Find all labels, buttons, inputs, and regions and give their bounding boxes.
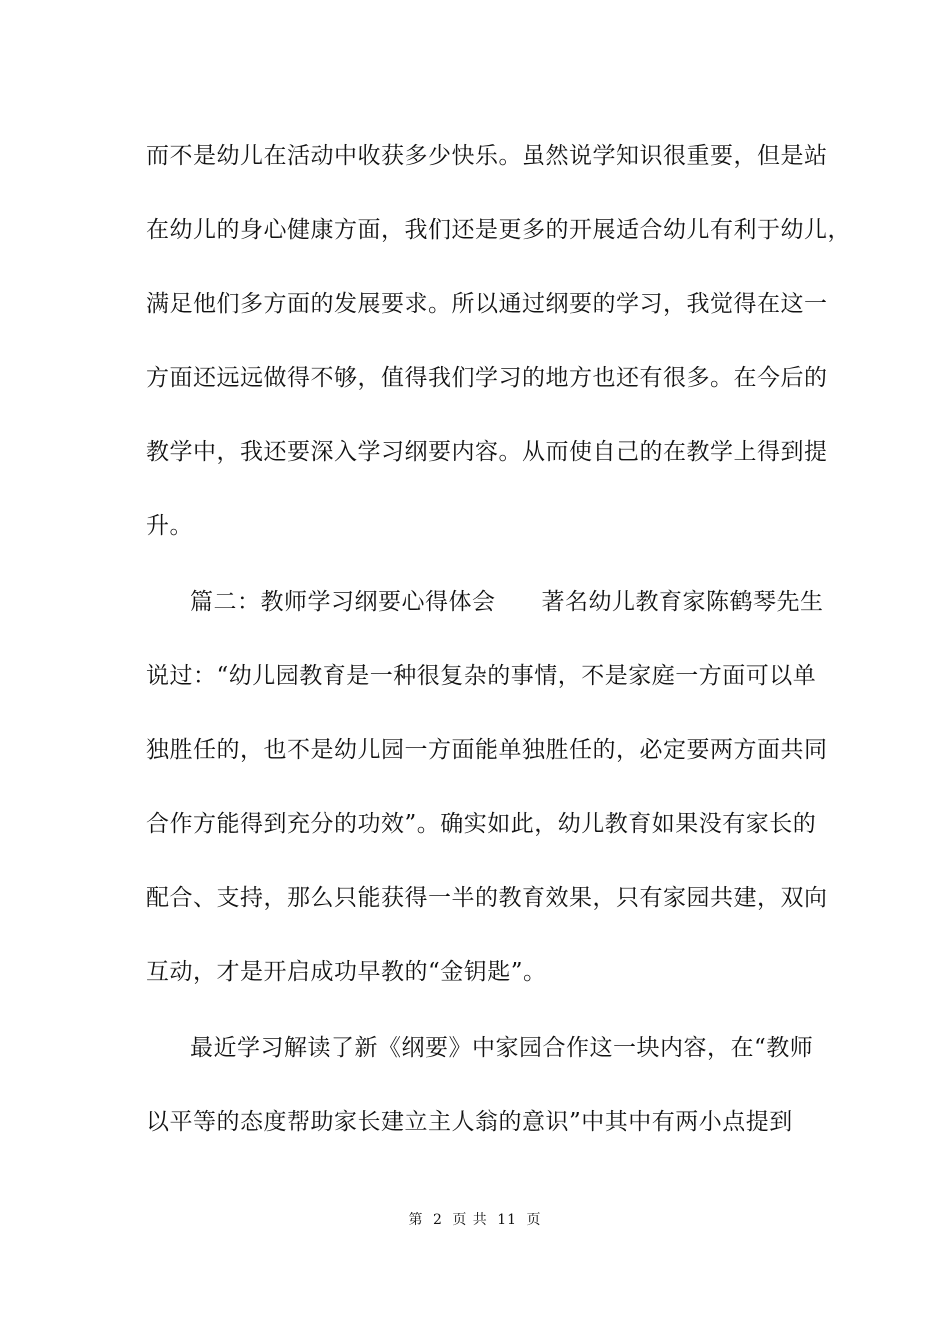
paragraph-line: 满足他们多方面的发展要求。所以通过纲要的学习，我觉得在这一 — [146, 291, 828, 317]
footer-suffix: 页 — [526, 1212, 542, 1228]
paragraph-line: 教学中，我还要深入学习纲要内容。从而使自己的在教学上得到提 — [146, 439, 828, 465]
paragraph-line: 说过：“幼儿园教育是一种很复杂的事情，不是家庭一方面可以单 — [146, 663, 817, 689]
paragraph-line: 而不是幼儿在活动中收获多少快乐。虽然说学知识很重要，但是站 — [146, 143, 828, 169]
paragraph-line: 方面还远远做得不够，值得我们学习的地方也还有很多。在今后的 — [146, 365, 828, 391]
section-heading: 篇二：教师学习纲要心得体会 — [190, 589, 496, 615]
footer-prefix: 第 — [408, 1212, 424, 1228]
paragraph-line: 最近学习解读了新《纲要》中家园合作这一块内容，在“教师 — [190, 1035, 814, 1061]
paragraph-line: 在幼儿的身心健康方面，我们还是更多的开展适合幼儿有利于幼儿， — [146, 217, 851, 243]
paragraph-line: 配合、支持，那么只能获得一半的教育效果，只有家园共建，双向 — [146, 885, 828, 911]
section-heading-continuation: 著名幼儿教育家陈鹤琴先生 — [541, 589, 824, 615]
page-footer — [0, 1209, 950, 1229]
paragraph-line: 以平等的态度帮助家长建立主人翁的意识”中其中有两小点提到 — [146, 1109, 793, 1135]
footer-current-page: 2 — [432, 1212, 443, 1228]
paragraph-line: 升。 — [146, 513, 193, 539]
paragraph-line: 互动，才是开启成功早教的“金钥匙”。 — [146, 959, 547, 985]
footer-middle: 页 共 — [452, 1212, 488, 1228]
paragraph-line: 独胜任的，也不是幼儿园一方面能单独胜任的，必定要两方面共同 — [146, 737, 828, 763]
footer-total-pages: 11 — [497, 1212, 518, 1228]
paragraph-line: 合作方能得到充分的功效”。确实如此，幼儿教育如果没有家长的 — [146, 811, 817, 837]
section-heading-line — [190, 587, 870, 617]
